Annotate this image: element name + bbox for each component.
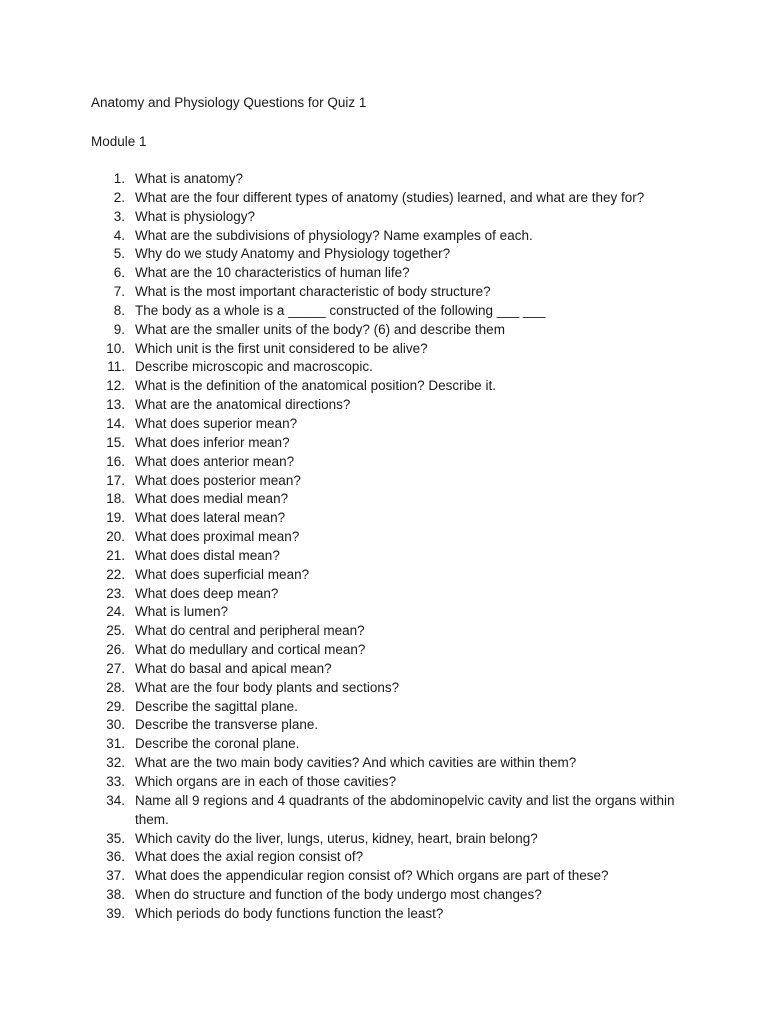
question-item [0, 848, 768, 867]
question-text: What does lateral mean? [135, 510, 286, 526]
question-item [0, 377, 768, 396]
question-number: 13. [106, 397, 125, 413]
question-text: What do central and peripheral mean? [135, 623, 365, 639]
question-text: What does proximal mean? [135, 529, 300, 545]
question-number: 38. [106, 887, 125, 903]
question-text: What are the anatomical directions? [135, 397, 351, 413]
question-item [0, 679, 768, 698]
question-item [0, 396, 768, 415]
question-number: 36. [106, 849, 125, 865]
question-item [0, 830, 768, 849]
question-item [0, 528, 768, 547]
question-text: What does medial mean? [135, 491, 289, 507]
question-text: What are the 10 characteristics of human life? [135, 265, 410, 281]
question-number: 11. [107, 359, 125, 375]
question-text: Describe the transverse plane. [135, 717, 319, 733]
question-item [0, 453, 768, 472]
question-item [0, 585, 768, 604]
question-text: Which cavity do the liver, lungs, uterus, kidney, heart, brain belong? [135, 830, 538, 846]
question-text: What are the smaller units of the body? (6) and describe them [135, 321, 505, 337]
question-number: 6. [113, 265, 125, 281]
question-item [0, 189, 768, 208]
question-item [0, 566, 768, 585]
question-list [0, 170, 768, 924]
question-number: 10. [106, 340, 125, 356]
question-number: 19. [106, 510, 125, 526]
question-number: 22. [106, 566, 125, 582]
question-text: What does superior mean? [135, 415, 298, 431]
question-item [0, 886, 768, 905]
question-item [0, 227, 768, 246]
question-number: 30. [106, 717, 125, 733]
question-number: 1. [113, 171, 125, 186]
question-item [0, 547, 768, 566]
question-number: 26. [106, 642, 125, 658]
question-text: What does anterior mean? [135, 453, 295, 469]
question-item [0, 434, 768, 453]
question-text: When do structure and function of the body undergo most changes? [135, 887, 542, 903]
question-number: 14. [106, 415, 125, 431]
question-text: What does the axial region consist of? [135, 849, 364, 865]
question-number: 7. [113, 284, 125, 300]
question-number: 20. [106, 529, 125, 545]
question-text: What does inferior mean? [135, 434, 290, 450]
question-text: What do medullary and cortical mean? [135, 642, 366, 658]
question-item [0, 603, 768, 622]
question-text: What is lumen? [135, 604, 229, 620]
question-number: 23. [106, 585, 125, 601]
question-number: 24. [106, 604, 125, 620]
question-text: Describe the sagittal plane. [135, 698, 298, 714]
question-text: What are the two main body cavities? And which cavities are within them? [135, 755, 577, 771]
question-item [0, 358, 768, 377]
question-item [0, 283, 768, 302]
question-number: 17. [106, 472, 125, 488]
question-text: Why do we study Anatomy and Physiology together? [135, 246, 451, 262]
question-number: 8. [113, 302, 125, 318]
question-number: 5. [113, 246, 125, 262]
question-text: Which organs are in each of those cavities? [135, 774, 397, 789]
question-item [0, 490, 768, 509]
question-text: What does posterior mean? [135, 472, 301, 488]
question-text: Describe microscopic and macroscopic. [135, 359, 373, 375]
question-item [0, 340, 768, 359]
question-text: What is the most important characteristic of body structure? [135, 284, 491, 300]
question-text: What are the four different types of anatomy (studies) learned, and what are they for? [135, 189, 645, 205]
question-number: 37. [106, 868, 125, 884]
question-text: The body as a whole is a _____ constructed of the following ___ ___ [135, 302, 546, 318]
question-text: What does distal mean? [135, 547, 280, 563]
module-heading: Module 1 [91, 134, 147, 149]
question-text: What does the appendicular region consist of? Which organs are part of these? [135, 868, 609, 884]
question-item [0, 622, 768, 641]
question-item [0, 208, 768, 227]
question-number: 31. [106, 736, 125, 752]
question-item [0, 321, 768, 340]
question-item [0, 773, 768, 792]
question-number: 16. [106, 453, 125, 469]
question-number: 15. [106, 434, 125, 450]
question-text: What is the definition of the anatomical position? Describe it. [135, 378, 496, 394]
question-item [0, 415, 768, 434]
question-number: 27. [106, 660, 125, 676]
question-text: Describe the coronal plane. [135, 736, 300, 752]
question-item [0, 792, 768, 830]
question-number: 12. [106, 378, 125, 394]
question-number: 3. [113, 208, 125, 224]
question-text: What does deep mean? [135, 585, 279, 601]
question-text: What is anatomy? [135, 171, 244, 186]
question-number: 33. [106, 774, 125, 789]
document-title: Anatomy and Physiology Questions for Quiz 1 [91, 95, 367, 110]
question-item [0, 716, 768, 735]
question-item [0, 472, 768, 491]
question-number: 21. [106, 547, 125, 563]
question-item [0, 264, 768, 283]
question-text: Name all 9 regions and 4 quadrants of the abdominopelvic cavity and list the organs within them. [135, 792, 675, 827]
question-item [0, 867, 768, 886]
question-item [0, 302, 768, 321]
question-number: 25. [106, 623, 125, 639]
question-text: What are the subdivisions of physiology? Name examples of each. [135, 227, 533, 243]
question-item [0, 735, 768, 754]
question-number: 32. [106, 755, 125, 771]
question-number: 39. [106, 905, 125, 921]
question-item [0, 641, 768, 660]
question-number: 4. [113, 227, 125, 243]
question-item [0, 698, 768, 717]
question-text: What does superficial mean? [135, 566, 310, 582]
question-number: 29. [106, 698, 125, 714]
question-text: Which unit is the first unit considered to be alive? [135, 340, 428, 356]
question-item [0, 170, 768, 189]
question-item [0, 754, 768, 773]
question-number: 35. [106, 830, 125, 846]
question-item [0, 905, 768, 924]
question-text: What do basal and apical mean? [135, 660, 332, 676]
question-number: 28. [106, 679, 125, 695]
question-item [0, 509, 768, 528]
question-item [0, 660, 768, 679]
question-item [0, 245, 768, 264]
question-text: Which periods do body functions function the least? [135, 905, 444, 921]
question-number: 2. [113, 189, 125, 205]
question-text: What is physiology? [135, 208, 256, 224]
question-number: 34. [106, 792, 125, 808]
question-text: What are the four body plants and sections? [135, 679, 400, 695]
question-number: 18. [106, 491, 125, 507]
question-number: 9. [113, 321, 125, 337]
